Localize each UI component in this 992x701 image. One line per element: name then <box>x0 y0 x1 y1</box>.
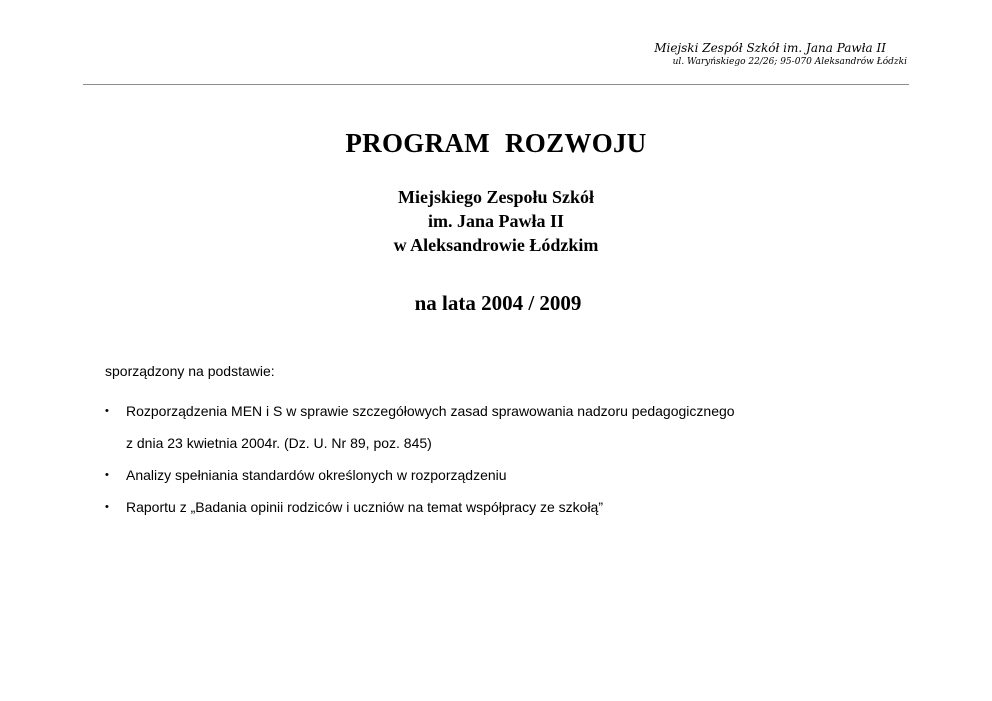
basis-item-text: Raportu z „Badania opinii rodziców i uczniów na temat współpracy ze szkołą” <box>126 499 603 515</box>
subtitle-line-1: Miejskiego Zespołu Szkół <box>397 187 594 207</box>
header-divider <box>83 84 909 85</box>
bullet-icon: • <box>105 501 109 513</box>
program-period: na lata 2004 / 2009 <box>414 291 582 315</box>
letterhead-school-name: Miejski Zespół Szkół im. Jana Pawła II <box>654 41 886 55</box>
basis-item-text: Rozporządzenia MEN i S w sprawie szczegółowych zasad sprawowania nadzoru pedagogicznego <box>126 403 735 419</box>
bullet-icon: • <box>105 469 109 481</box>
subtitle-line-3: w Aleksandrowie Łódzkim <box>393 235 599 255</box>
basis-item-survey-report <box>105 491 735 523</box>
basis-intro: sporządzony na podstawie: <box>105 363 275 379</box>
document-subtitle <box>0 185 992 257</box>
letterhead-address: ul. Waryńskiego 22/26; 95-070 Aleksandrów Łódzki <box>672 57 907 67</box>
basis-item-text: Analizy spełniania standardów określonych w rozporządzeniu <box>126 467 507 483</box>
basis-item-text-continuation: z dnia 23 kwietnia 2004r. (Dz. U. Nr 89, poz. 845) <box>126 435 432 451</box>
bullet-icon: • <box>105 405 109 417</box>
basis-item-standards-analysis <box>105 459 735 491</box>
document-title: PROGRAM ROZWOJU <box>345 128 647 158</box>
letterhead <box>654 40 907 69</box>
subtitle-line-2: im. Jana Pawła II <box>427 211 564 231</box>
basis-list <box>105 395 735 523</box>
basis-item-regulation <box>105 395 735 459</box>
